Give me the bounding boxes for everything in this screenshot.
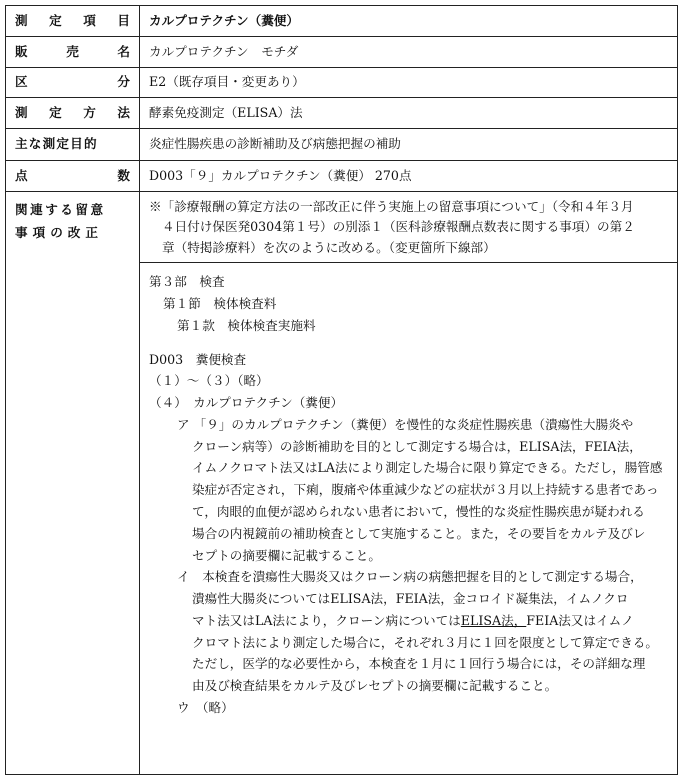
value-method: 酵素免疫測定（ELISA）法: [140, 98, 678, 129]
row-points: [6, 161, 678, 192]
clause-a-line: イムノクロマト法又はLA法により測定した場合に限り算定できる。ただし，腸管感: [192, 460, 663, 476]
clause-i-line: 由及び検査結果をカルテ及びレセプトの摘要欄に記載すること。: [192, 678, 558, 694]
label-line: 事項の改正: [15, 225, 103, 241]
label-char: 測: [15, 104, 28, 120]
label-method: [6, 98, 140, 129]
label-char: 測: [15, 12, 28, 28]
row-revision-note: [6, 192, 678, 263]
note-line: ※「診療報酬の算定方法の一部改正に伴う実施上の留意事項について」（令和４年３月: [149, 199, 634, 214]
row-purpose: [6, 129, 678, 161]
label-char: 区: [15, 74, 28, 90]
section-heading: 第１節 検体検査料: [163, 295, 277, 311]
value-points: D003「９」カルプロテクチン（糞便） 270点: [140, 161, 678, 192]
note-line: ４日付け保医発0304第１号）の別添１（医科診療報酬点数表に関する事項）の第２: [162, 219, 635, 235]
label-points: [6, 161, 140, 192]
info-table: [5, 5, 678, 775]
row-category: [6, 68, 678, 98]
value-category: E2（既存項目・変更あり）: [140, 68, 678, 98]
clause-a-line: セプトの摘要欄に記載すること。: [192, 547, 381, 563]
label-category: [6, 68, 140, 98]
revision-note-cell: [140, 192, 678, 263]
value-purpose: 炎症性腸疾患の診断補助及び病態把握の補助: [140, 129, 678, 161]
label-char: 名: [117, 43, 130, 59]
value-product-name: カルプロテクチン モチダ: [140, 37, 678, 68]
clause-i-underlined: ELISA法，: [460, 612, 527, 628]
label-char: 分: [117, 74, 130, 90]
label-char: 定: [49, 12, 62, 28]
clause-i-line: [192, 610, 668, 632]
label-product-name: [6, 37, 140, 68]
clause-i-line: ただし，医学的な必要性から，本検査を１月に１回行う場合には，その詳細な理: [192, 656, 646, 672]
item-omitted: （１）～（３）（略）: [149, 373, 269, 389]
item-4-heading: （４） カルプロテクチン（糞便）: [149, 395, 344, 411]
clause-a-line: 場合の内視鏡前の補助検査として実施すること。また，その要旨をカルテ及びレ: [192, 525, 646, 541]
revision-body-cell: [140, 263, 678, 775]
clause-i-line: クロマト法により測定した場合に，それぞれ３月に１回を限度として算定できる。: [192, 634, 658, 650]
clause-i-text: マト法又はLA法により，クローン病については: [192, 612, 461, 628]
label-char: 方: [83, 104, 96, 120]
clause-a-line: 染症が否定され，下痢，腹痛や体重減少などの症状が３月以上持続する患者であっ: [192, 482, 659, 498]
label-char: 項: [83, 12, 96, 28]
clause-i-line: イ 本検査を潰瘍性大腸炎又はクローン病の病態把握を目的として測定する場合，: [177, 569, 643, 585]
label-purpose: [6, 129, 140, 161]
value-measurement-item: カルプロテクチン（糞便）: [140, 6, 678, 37]
label-char: 法: [117, 104, 130, 120]
label-text: 主な測定目的: [15, 136, 98, 152]
label-measurement-item: [6, 6, 140, 37]
row-method: [6, 98, 678, 129]
label-char: 定: [49, 104, 62, 120]
label-char: 数: [117, 167, 130, 183]
subsection-heading: 第１款 検体検査実施料: [177, 317, 316, 333]
label-revision: [6, 192, 140, 775]
row-product-name: [6, 37, 678, 68]
part-heading: 第３部 検査: [149, 274, 225, 290]
clause-a-line: て，肉眼的血便が認められない患者において，慢性的な炎症性腸疾患が疑われる: [192, 503, 645, 519]
item-heading: D003 糞便検査: [149, 351, 247, 367]
clause-a-line: クローン病等）の診断補助を目的として測定する場合は，ELISA法，FEIA法，: [192, 438, 642, 454]
label-char: 販: [15, 43, 28, 59]
clause-i-text: FEIA法又はイムノ: [526, 612, 634, 628]
label-char: 売: [66, 43, 79, 59]
label-line: 関連する留意: [15, 202, 106, 217]
label-char: 目: [117, 12, 130, 28]
row-measurement-item: [6, 6, 678, 37]
clause-i-line: 潰瘍性大腸炎についてはELISA法，FEIA法，金コロイド凝集法，イムノクロ: [192, 591, 629, 607]
note-line: 章（特掲診療料）を次のように改める。（変更箇所下線部）: [162, 239, 496, 255]
clause-u-line: ウ （略）: [177, 700, 234, 716]
label-char: 点: [15, 167, 28, 183]
clause-a-line: ア 「９」のカルプロテクチン（糞便）を慢性的な炎症性腸疾患（潰瘍性大腸炎や: [177, 416, 634, 432]
